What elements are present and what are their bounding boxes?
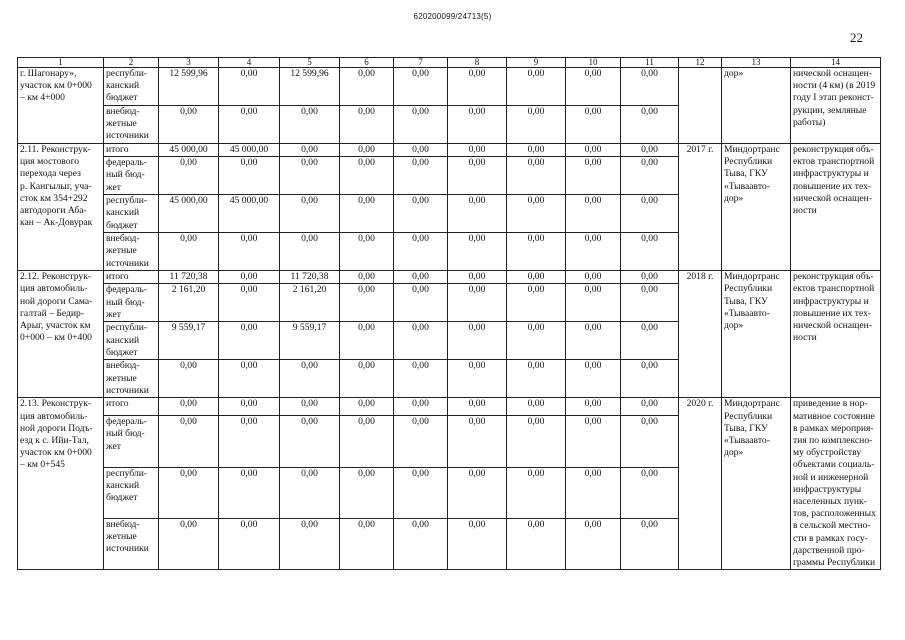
amount-cell: 9 559,17 xyxy=(159,322,219,360)
amount-cell: 0,00 xyxy=(219,360,280,398)
column-number: 8 xyxy=(448,58,507,68)
amount-cell: 2 161,20 xyxy=(159,284,219,322)
amount-cell: 0,00 xyxy=(219,322,280,360)
amount-cell: 0,00 xyxy=(280,467,340,518)
amount-cell: 0,00 xyxy=(448,233,507,271)
funding-source: федераль- ный бюд- жет xyxy=(104,284,159,322)
amount-cell: 0,00 xyxy=(340,518,394,569)
amount-cell: 0,00 xyxy=(566,157,621,195)
funding-source: внебюд- жетные источники xyxy=(104,360,159,398)
amount-cell: 0,00 xyxy=(566,284,621,322)
amount-cell: 0,00 xyxy=(219,271,280,284)
amount-cell: 0,00 xyxy=(621,157,679,195)
funding-source: итого xyxy=(104,144,159,157)
amount-cell: 0,00 xyxy=(507,106,566,144)
column-number: 13 xyxy=(722,58,791,68)
amount-cell: 0,00 xyxy=(566,144,621,157)
column-number: 12 xyxy=(679,58,722,68)
amount-cell: 0,00 xyxy=(507,233,566,271)
executor-cell: дор» xyxy=(722,68,791,144)
amount-cell: 0,00 xyxy=(394,398,448,416)
column-number: 5 xyxy=(280,58,340,68)
amount-cell: 0,00 xyxy=(621,518,679,569)
amount-cell: 0,00 xyxy=(394,144,448,157)
amount-cell: 9 559,17 xyxy=(280,322,340,360)
amount-cell: 0,00 xyxy=(566,106,621,144)
amount-cell: 0,00 xyxy=(159,518,219,569)
amount-cell: 0,00 xyxy=(394,518,448,569)
amount-cell: 0,00 xyxy=(340,284,394,322)
amount-cell: 45 000,00 xyxy=(219,144,280,157)
amount-cell: 0,00 xyxy=(340,157,394,195)
amount-cell: 0,00 xyxy=(621,284,679,322)
amount-cell: 0,00 xyxy=(507,518,566,569)
amount-cell: 0,00 xyxy=(621,467,679,518)
amount-cell: 0,00 xyxy=(448,144,507,157)
column-number: 2 xyxy=(104,58,159,68)
amount-cell: 0,00 xyxy=(566,68,621,106)
amount-cell: 0,00 xyxy=(159,233,219,271)
page-number: 22 xyxy=(850,30,863,45)
amount-cell: 0,00 xyxy=(394,157,448,195)
amount-cell: 0,00 xyxy=(566,360,621,398)
amount-cell: 0,00 xyxy=(621,271,679,284)
amount-cell: 0,00 xyxy=(621,360,679,398)
table-row xyxy=(18,271,881,284)
funding-source: республи- канский бюджет xyxy=(104,68,159,106)
amount-cell: 11 720,38 xyxy=(280,271,340,284)
amount-cell: 0,00 xyxy=(507,157,566,195)
column-number: 4 xyxy=(219,58,280,68)
amount-cell: 0,00 xyxy=(621,398,679,416)
amount-cell: 0,00 xyxy=(566,416,621,467)
amount-cell: 0,00 xyxy=(340,106,394,144)
amount-cell: 0,00 xyxy=(219,467,280,518)
amount-cell: 0,00 xyxy=(340,416,394,467)
amount-cell: 0,00 xyxy=(394,106,448,144)
column-number: 1 xyxy=(18,58,104,68)
expected-result-cell: реконструкция объ- ектов транспортной инфраструктуры и повышение их тех- нической оснащен- ности xyxy=(791,144,881,271)
amount-cell: 0,00 xyxy=(448,322,507,360)
amount-cell: 0,00 xyxy=(219,284,280,322)
amount-cell: 0,00 xyxy=(507,360,566,398)
amount-cell: 0,00 xyxy=(448,284,507,322)
amount-cell: 0,00 xyxy=(280,195,340,233)
amount-cell: 0,00 xyxy=(507,322,566,360)
amount-cell: 0,00 xyxy=(340,233,394,271)
amount-cell: 0,00 xyxy=(159,157,219,195)
amount-cell: 0,00 xyxy=(448,398,507,416)
amount-cell: 0,00 xyxy=(394,416,448,467)
amount-cell: 0,00 xyxy=(219,68,280,106)
expected-result-cell: нической оснащен- ности (4 км) (в 2019 году I этап реконст- рукции, земляные работы) xyxy=(791,68,881,144)
amount-cell: 0,00 xyxy=(340,398,394,416)
column-number: 6 xyxy=(340,58,394,68)
executor-cell: Миндортранс Республики Тыва, ГКУ «Тываавто- дор» xyxy=(722,398,791,570)
project-title: г. Шагонару», участок км 0+000 – км 4+000 xyxy=(18,68,104,144)
amount-cell: 0,00 xyxy=(448,360,507,398)
amount-cell: 0,00 xyxy=(507,467,566,518)
year-cell: 2017 г. xyxy=(679,144,722,271)
amount-cell: 0,00 xyxy=(448,271,507,284)
amount-cell: 0,00 xyxy=(566,518,621,569)
amount-cell: 2 161,20 xyxy=(280,284,340,322)
amount-cell: 0,00 xyxy=(394,360,448,398)
amount-cell: 45 000,00 xyxy=(159,195,219,233)
funding-source: федераль- ный бюд- жет xyxy=(104,416,159,467)
funding-source: итого xyxy=(104,271,159,284)
amount-cell: 0,00 xyxy=(448,518,507,569)
amount-cell: 0,00 xyxy=(621,144,679,157)
amount-cell: 0,00 xyxy=(507,271,566,284)
expected-result-cell: реконструкция объ- ектов транспортной инфраструктуры и повышение их тех- нической оснащен- ности xyxy=(791,271,881,398)
funding-source: итого xyxy=(104,398,159,416)
budget-table xyxy=(17,57,881,570)
amount-cell: 0,00 xyxy=(340,195,394,233)
expected-result-cell: приведение в нор- мативное состояние в рамках мероприя- тия по комплексно- му обустройству объектами социаль- ной и инженерной инфраструктуры населенных пунк- тов, расположенных в сельской местно- сти в рамках госу- дарственной про- граммы Республики xyxy=(791,398,881,570)
amount-cell: 0,00 xyxy=(448,68,507,106)
amount-cell: 0,00 xyxy=(219,398,280,416)
amount-cell: 0,00 xyxy=(394,271,448,284)
amount-cell: 0,00 xyxy=(219,233,280,271)
amount-cell: 0,00 xyxy=(159,360,219,398)
amount-cell: 11 720,38 xyxy=(159,271,219,284)
amount-cell: 0,00 xyxy=(394,195,448,233)
amount-cell: 0,00 xyxy=(566,195,621,233)
project-title: 2.13. Реконструк- ция автомобиль- ной дороги Подъ- езд к с. Ийи-Тал, участок км 0+000 – км 0+545 xyxy=(18,398,104,570)
column-number: 14 xyxy=(791,58,881,68)
amount-cell: 0,00 xyxy=(621,106,679,144)
amount-cell: 0,00 xyxy=(280,144,340,157)
amount-cell: 0,00 xyxy=(621,195,679,233)
project-title: 2.12. Реконструк- ция автомобиль- ной дороги Сама- галтай – Бедир- Арыг, участок км 0+000 – км 0+400 xyxy=(18,271,104,398)
amount-cell: 0,00 xyxy=(507,284,566,322)
funding-source: республи- канский бюджет xyxy=(104,322,159,360)
amount-cell: 0,00 xyxy=(394,233,448,271)
column-number: 9 xyxy=(507,58,566,68)
column-number: 7 xyxy=(394,58,448,68)
column-number: 3 xyxy=(159,58,219,68)
amount-cell: 0,00 xyxy=(448,467,507,518)
amount-cell: 0,00 xyxy=(340,360,394,398)
amount-cell: 0,00 xyxy=(448,106,507,144)
table-row xyxy=(18,68,881,106)
amount-cell: 0,00 xyxy=(448,416,507,467)
funding-source: республи- канский бюджет xyxy=(104,467,159,518)
project-title: 2.11. Реконструк- ция мостового перехода через р. Кангылыг, уча- сток км 354+292 автодороги Аба- кан – Ак-Довурак xyxy=(18,144,104,271)
amount-cell: 0,00 xyxy=(448,195,507,233)
amount-cell: 0,00 xyxy=(159,467,219,518)
funding-source: федераль- ный бюд- жет xyxy=(104,157,159,195)
funding-source: внебюд- жетные источники xyxy=(104,106,159,144)
amount-cell: 0,00 xyxy=(566,398,621,416)
amount-cell: 0,00 xyxy=(340,467,394,518)
column-number: 10 xyxy=(566,58,621,68)
amount-cell: 0,00 xyxy=(507,144,566,157)
amount-cell: 0,00 xyxy=(394,467,448,518)
amount-cell: 45 000,00 xyxy=(159,144,219,157)
amount-cell: 0,00 xyxy=(566,322,621,360)
table-row xyxy=(18,144,881,157)
amount-cell: 0,00 xyxy=(280,157,340,195)
year-cell: 2020 г. xyxy=(679,398,722,570)
amount-cell: 0,00 xyxy=(507,68,566,106)
amount-cell: 0,00 xyxy=(340,68,394,106)
amount-cell: 0,00 xyxy=(507,416,566,467)
amount-cell: 0,00 xyxy=(621,416,679,467)
funding-source: внебюд- жетные источники xyxy=(104,233,159,271)
amount-cell: 0,00 xyxy=(219,157,280,195)
amount-cell: 0,00 xyxy=(219,416,280,467)
amount-cell: 0,00 xyxy=(448,157,507,195)
amount-cell: 0,00 xyxy=(507,398,566,416)
amount-cell: 0,00 xyxy=(219,106,280,144)
year-cell: 2018 г. xyxy=(679,271,722,398)
amount-cell: 0,00 xyxy=(340,322,394,360)
amount-cell: 0,00 xyxy=(621,233,679,271)
amount-cell: 0,00 xyxy=(566,233,621,271)
amount-cell: 0,00 xyxy=(566,271,621,284)
amount-cell: 0,00 xyxy=(340,144,394,157)
table-body xyxy=(18,58,881,570)
amount-cell: 0,00 xyxy=(621,68,679,106)
amount-cell: 45 000,00 xyxy=(219,195,280,233)
executor-cell: Миндортранс Республики Тыва, ГКУ «Тываавто- дор» xyxy=(722,144,791,271)
funding-source: внебюд- жетные источники xyxy=(104,518,159,569)
column-number-row xyxy=(18,58,881,68)
amount-cell: 0,00 xyxy=(394,68,448,106)
column-number: 11 xyxy=(621,58,679,68)
amount-cell: 0,00 xyxy=(280,518,340,569)
executor-cell: Миндортранс Республики Тыва, ГКУ «Тываавто- дор» xyxy=(722,271,791,398)
amount-cell: 0,00 xyxy=(280,360,340,398)
document-id: 620200099/24713(5) xyxy=(413,12,492,21)
amount-cell: 0,00 xyxy=(280,398,340,416)
funding-source: республи- канский бюджет xyxy=(104,195,159,233)
amount-cell: 0,00 xyxy=(159,398,219,416)
amount-cell: 0,00 xyxy=(507,195,566,233)
amount-cell: 0,00 xyxy=(280,416,340,467)
amount-cell: 0,00 xyxy=(621,322,679,360)
amount-cell: 0,00 xyxy=(280,106,340,144)
year-cell xyxy=(679,68,722,144)
amount-cell: 12 599,96 xyxy=(159,68,219,106)
amount-cell: 0,00 xyxy=(394,322,448,360)
amount-cell: 0,00 xyxy=(280,233,340,271)
amount-cell: 0,00 xyxy=(340,271,394,284)
amount-cell: 0,00 xyxy=(159,106,219,144)
amount-cell: 0,00 xyxy=(566,467,621,518)
amount-cell: 0,00 xyxy=(219,518,280,569)
table-row xyxy=(18,398,881,416)
amount-cell: 12 599,96 xyxy=(280,68,340,106)
amount-cell: 0,00 xyxy=(394,284,448,322)
amount-cell: 0,00 xyxy=(159,416,219,467)
